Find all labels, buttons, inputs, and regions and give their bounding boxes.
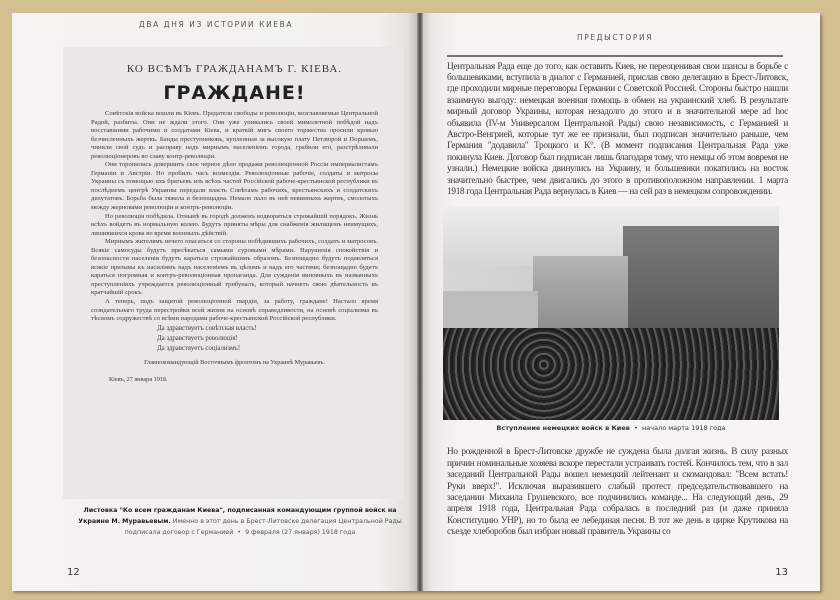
leaflet-paragraph: Совѣтскія войска вошли въ Кіевъ. Предатели свободы и революціи, возглавляемые Центральной Радой, разбиты. Они не ждали этого. Они уже упивались своей мимолетной побѣдой надъ восставшими рабочими и солдатами Кіева, и краткій мигъ своего торжества оросили кровью безчисленныхъ жертвъ. Банды преступниковъ, купленныя за высокую плату Петлюрой и Поршемъ, чинили свой судъ и расправу надъ мирнымъ населеніемъ города, грабили его, разстрѣливали революціонеровъ во славу контр-революціи.: [91, 110, 378, 160]
body-paragraph-1: [447, 62, 788, 199]
leaflet-paragraph: Они торопились довершить свое черное дѣло продажи революціонной Россіи империалистамъ Германіи и Австріи. Но пробилъ часъ возмездія. Революціонные рабочіе, солдаты и матросы Украины съ помощью ихъ братьевъ изъ всѣхъ частей Россійской рабоче-крестьянской республики въ послѣднемъ центрѣ Украины передали власть Совѣтамъ рабочихъ, крестьянскихъ и солдатскихъ депутатовъ. Борьба была тяжела и безпощадна. Немало пало въ ней невинныхъ жертвъ, смолотыхъ между жерновами революціи и контръ-революціи.: [91, 161, 378, 212]
photo-crowd: [443, 328, 779, 420]
caption-date: 9 февраля (27 января) 1918 года: [245, 529, 356, 536]
page-number-right: 13: [775, 567, 788, 578]
photo-building: [533, 256, 628, 336]
leaflet-date: Кіевъ, 27 января 1918.: [109, 376, 168, 384]
running-head-left: ДВА ДНЯ ИЗ ИСТОРИИ КИЕВА: [138, 20, 294, 29]
paragraph-text: Но рожденной в Брест-Литовске дружбе не суждена была долгая жизнь. В силу разных причин номинальные хозяева вскоре перестали устраивать гостей. Кончилось тем, что в зал заседаний Центральной Рады вошел немецкий лейтенант и скомандовал: "Всем встать! Руки вверх!". Исключая выразившего слабый протест председательствовавшего на заседании Михаила Грушевского, все подчинились команде... На следующий день, 29 апреля 1918 года, Центральная Рада собралась в последний раз (и даже приняла Конституцию УНР), но то была ее лебединая песня. В тот же день в цирке Крутикова на съезде хлеборобов был избран новый правитель Украины со: [447, 447, 788, 538]
book-spine: [417, 13, 423, 591]
bullet-separator: •: [235, 529, 244, 536]
leaflet-heading: КО ВСѢМЪ ГРАЖДАНАМЪ Г. КІЕВА.: [126, 63, 343, 75]
historical-photo: [443, 206, 779, 420]
caption-text: Именно в этот день в Брест-Литовске делегация Центральной Рады подписала договор с Германией: [124, 518, 402, 536]
caption-bold: Листовка "Ко всем гражданам Киева", подписанная командующим группой войск на Украине М. Муравьевым.: [78, 507, 397, 525]
page-number-left: 12: [67, 567, 80, 578]
header-rule: [447, 55, 783, 57]
leaflet-title: ГРАЖДАНЕ!: [163, 82, 306, 104]
body-paragraph-2: [447, 447, 788, 538]
photo-caption: [443, 424, 779, 433]
leaflet-slogan: Да здравствуетъ совѣтская власть!: [157, 324, 257, 332]
leaflet-caption: [67, 505, 413, 538]
leaflet-scan: [63, 47, 404, 499]
leaflet-slogan: Да здравствуетъ соціализмъ!: [157, 344, 241, 352]
leaflet-signature: Главнокомандующій Восточнымъ фронтомъ на Украинѣ Муравьевъ.: [144, 358, 325, 366]
leaflet-paragraph: Но революція побѣдила. Отнынѣ въ городѣ долженъ водвориться строжайшій порядокъ. Жизнь всѣхъ войдетъ въ нормальную колею. Будутъ приняты мѣры для снабженія жилищемъ неимущихъ, лишившихся крова во время военныхъ дѣйствій.: [91, 212, 378, 237]
open-book-spread: [12, 13, 820, 591]
right-page: [420, 13, 820, 591]
paragraph-text: Центральная Рада еще до того, как оставить Киев, не переоценивая свои шансы в борьбе с большевиками, вступила в диалог с Германией, прислав свою делегацию в Брест-Литовск, где проходили мирные переговоры Германии с Советской Россией. Стороны быстро нашли взаимную выгоду: немецкая военная помощь в обмен на украинский хлеб. В результате мирный договор Украины, которая незадолго до этого и в значительной мере ad hoc объявила (IV-м Универсалом Центральной Рады) свою независимость, с Германией и Австро-Венгрией, которые тут же ее признали, был подписан значительно раньше, чем Германия "додавила" Троцкого и К°. (В момент подписания Центральная Рада уже покинула Киев. Договор был подписан лишь благодаря тому, что немцы об этом вовремя не узнали.) Немецкие войска двинулись на Украину, и большевики покатились на восток значительно быстрее, чем двигались до этого в противоположном направлении. 1 марта 1918 года Центральная Рада вернулась в Киев — на сей раз в немецком сопровождении.: [447, 61, 788, 197]
left-page: [12, 13, 420, 591]
running-head-right: ПРЕДЫСТОРИЯ: [576, 33, 654, 42]
leaflet-paragraph: Мирнымъ жителямъ нечего опасаться со стороны побѣдившихъ рабочихъ, солдатъ и матросовъ. Всякіе самосуды будутъ пресѣкаться самыми суровыми мѣрами. Нарушенія спокойствія и безопасности населенія будутъ караться строжайшимъ образомъ. Безпощадно будутъ подавляться всякіе призывы къ насиліямъ надъ населеніемъ въ цѣломъ и надъ его частями; безпощадно будетъ караться погромная и контръ-революціонная пропаганда. Для сужденія виновныхъ въ названныхъ преступленіяхъ учреждается революціонный трибуналъ, который начнетъ свою дѣятельность въ кратчайшій срокъ.: [91, 238, 378, 297]
bullet-separator: •: [631, 424, 640, 433]
photo-caption-bold: Вступление немецких войск в Киев: [496, 424, 630, 433]
leaflet-slogan: Да здравствуетъ революція!: [157, 334, 238, 342]
leaflet-paragraph: А теперь, подъ защитой революціонной гвардіи, за работу, граждане! Настало время созидательнаго труда перестройки всей жизни на основѣ справедливости, на основѣ соціализма въ тѣсномъ содружествѣ со всѣми народами рабоче-крестьянской Россійской республики.: [91, 298, 378, 323]
photo-caption-date: начало марта 1918 года: [642, 424, 726, 433]
